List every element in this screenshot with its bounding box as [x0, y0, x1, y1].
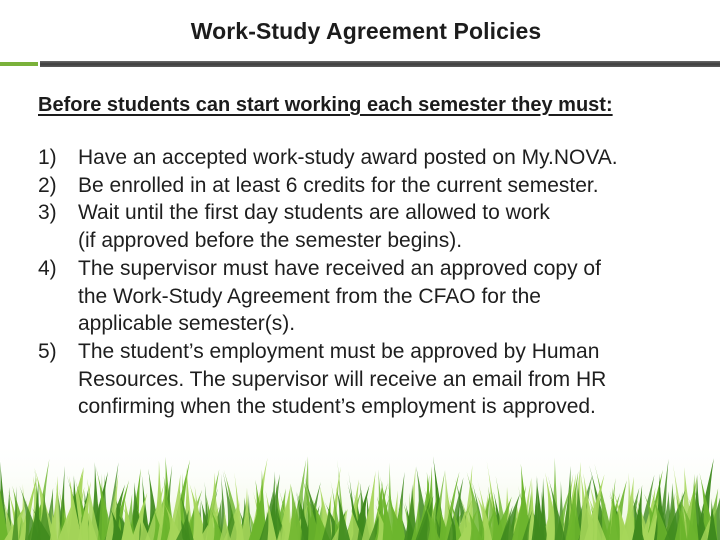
- divider-dark-bar: [40, 61, 720, 67]
- policy-text: [78, 338, 606, 421]
- slide-title: Work-Study Agreement Policies: [190, 18, 542, 44]
- policy-number: 3): [38, 201, 57, 225]
- policy-item: [38, 144, 698, 172]
- policy-item: [38, 255, 698, 338]
- policy-number: 2): [38, 173, 57, 197]
- policy-text: [78, 144, 618, 172]
- policy-line: The student’s employment must be approved by Human: [78, 339, 600, 363]
- policy-line: confirming when the student’s employment is approved.: [78, 395, 596, 419]
- policy-text: [78, 172, 599, 200]
- policy-line: (if approved before the semester begins).: [78, 229, 463, 253]
- policy-item: [38, 172, 698, 200]
- divider-green-accent: [0, 62, 38, 66]
- intro-heading: Before students can start working each semester they must:: [38, 94, 613, 116]
- policy-line: The supervisor must have received an approved copy of: [78, 256, 601, 280]
- policy-number: 5): [38, 339, 57, 363]
- policy-text: [78, 255, 601, 338]
- policy-line: the Work-Study Agreement from the CFAO for the: [78, 284, 541, 308]
- policy-line: Be enrolled in at least 6 credits for the current semester.: [78, 173, 599, 197]
- policy-number: 4): [38, 256, 57, 280]
- grass-border-decoration: [0, 440, 720, 540]
- policy-line: Wait until the first day students are allowed to work: [78, 201, 550, 225]
- policy-item: [38, 199, 698, 254]
- title-divider: [0, 60, 720, 70]
- policy-item: [38, 338, 698, 421]
- policy-line: applicable semester(s).: [78, 312, 296, 336]
- policy-number: 1): [38, 146, 57, 169]
- policy-list: [38, 144, 698, 421]
- policy-text: [78, 199, 550, 254]
- policy-line: Resources. The supervisor will receive an email from HR: [78, 367, 607, 391]
- policy-line: Have an accepted work-study award posted on My.NOVA.: [78, 146, 618, 169]
